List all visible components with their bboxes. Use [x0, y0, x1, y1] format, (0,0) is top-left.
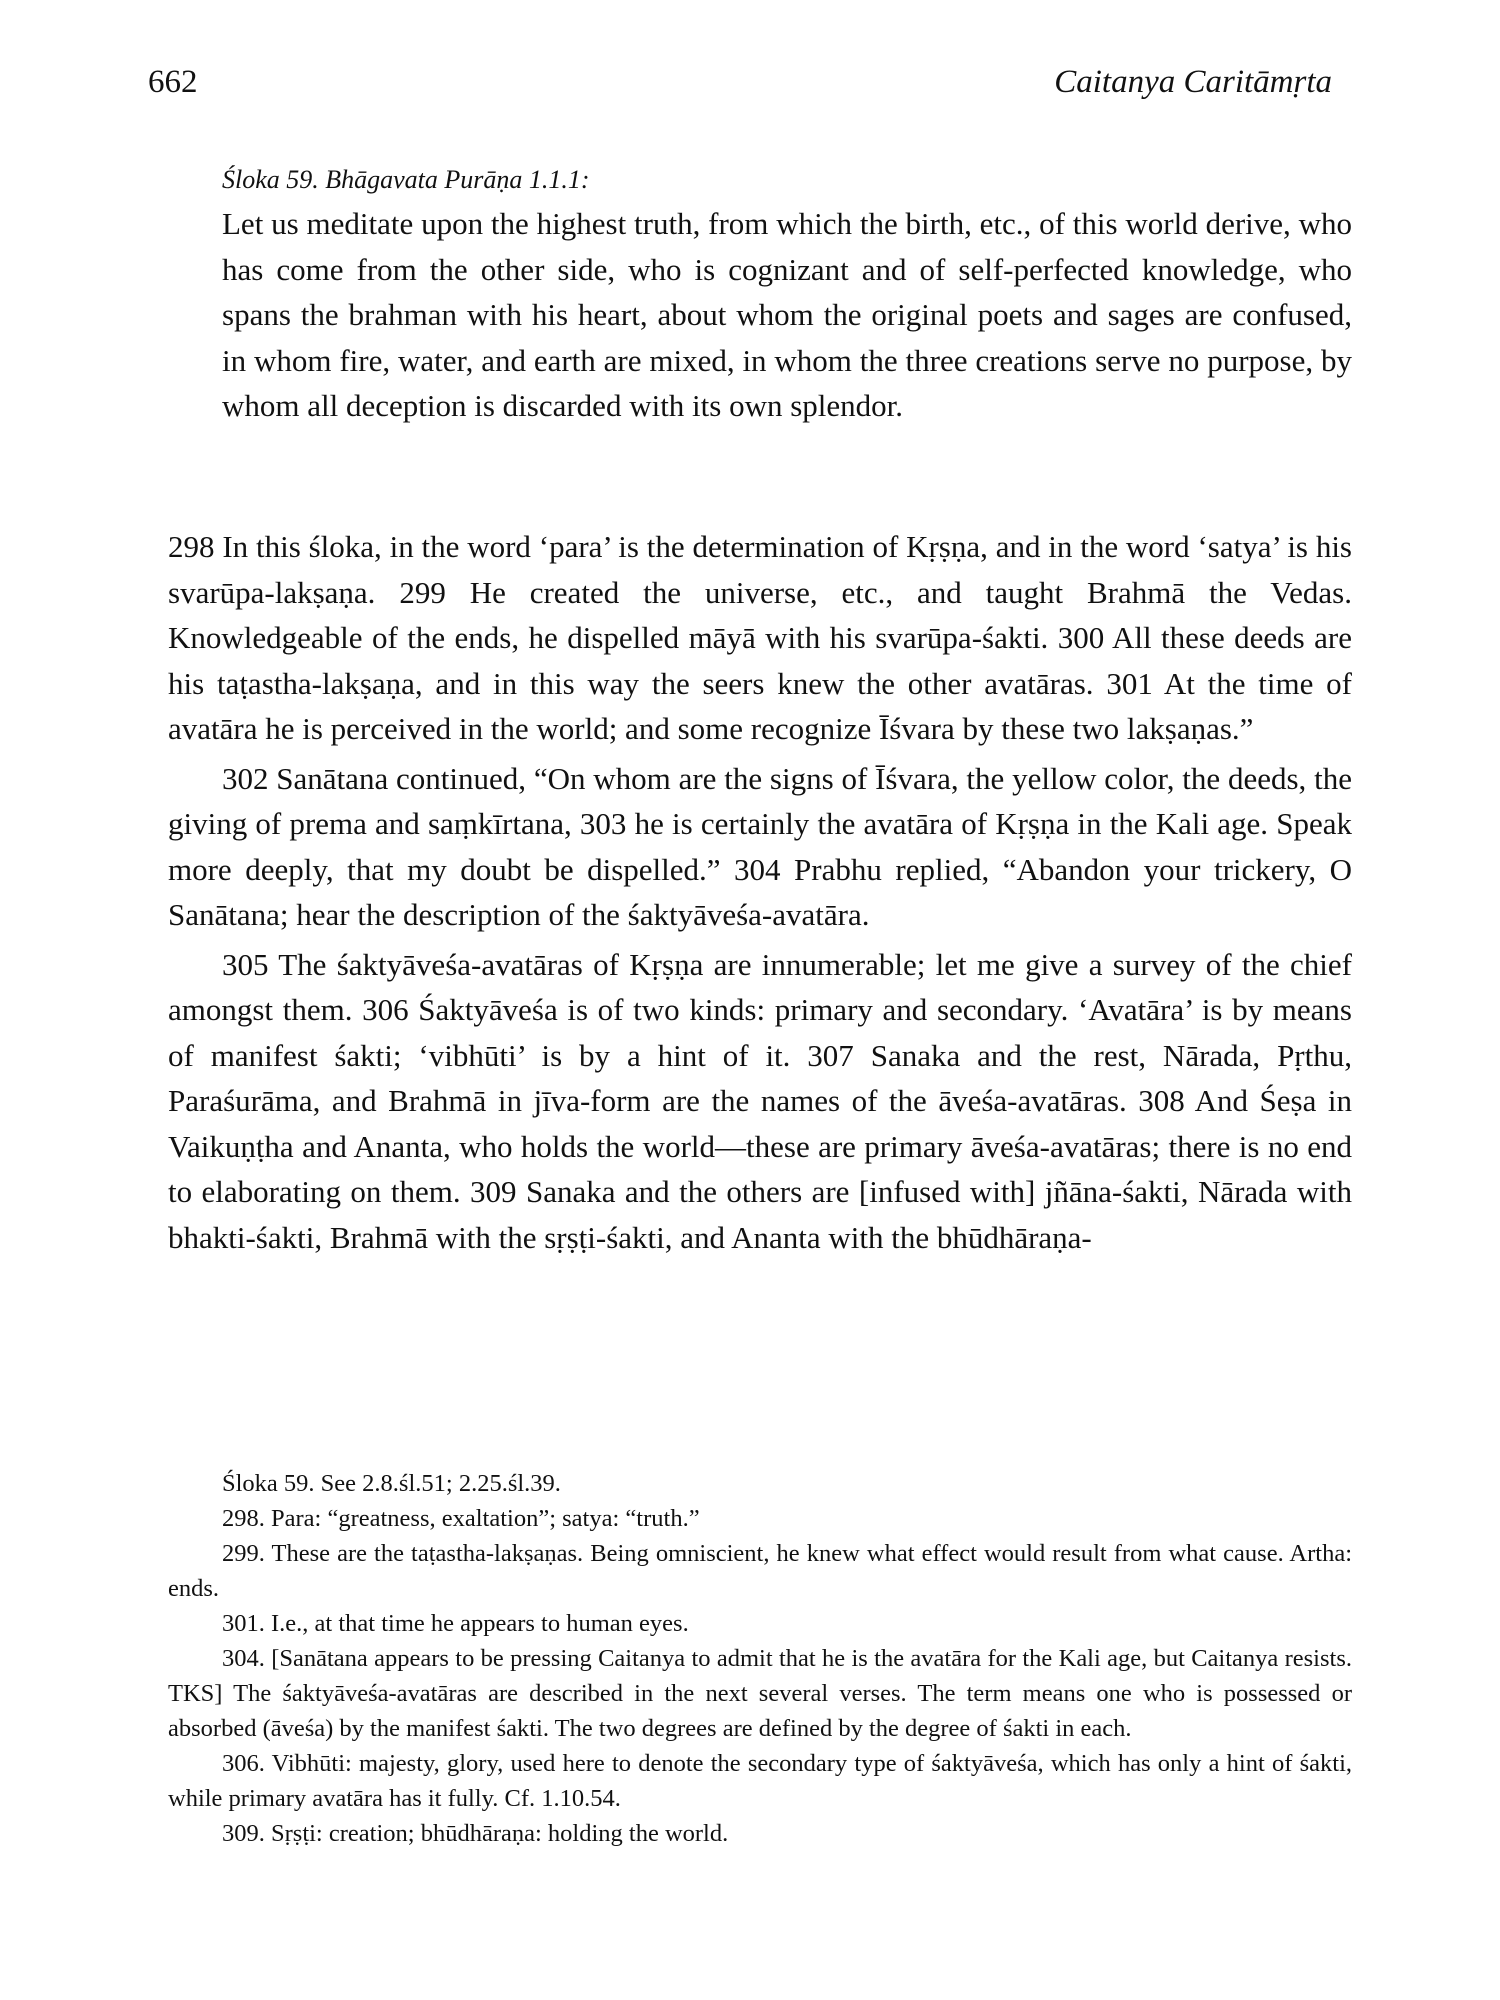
paragraph: 302 Sanātana continued, “On whom are the signs of Īśvara, the yellow color, the deeds, the giving of prema and saṃkīrtana, 303 he is certainly the avatāra of Kṛṣṇa in the Kali age. Speak more deeply, that my doubt be dispelled.” 304 Prabhu replied, “Abandon your trickery, O Sanātana; hear the description of the śaktyāveśa-avatāra.: [168, 760, 1352, 932]
footnotes: [168, 1466, 1352, 1851]
sloka-translation: Let us meditate upon the highest truth, from which the birth, etc., of this world derive, who has come from the other side, who is cognizant and of self-perfected knowledge, who spans the brahman with his heart, about whom the original poets and sages are confused, in whom fire, water, and earth are mixed, in whom the three creations serve no purpose, by whom all deception is discarded with its own splendor.: [222, 206, 1352, 423]
running-title: Caitanya Caritāmṛta: [1054, 64, 1332, 100]
paragraph: 305 The śaktyāveśa-avatāras of Kṛṣṇa are innumerable; let me give a survey of the chief amongst them. 306 Śaktyāveśa is of two kinds: primary and secondary. ‘Avatāra’ is by means of manifest śakti; ‘vibhūti’ is by a hint of it. 307 Sanaka and the rest, Nārada, Pṛthu, Paraśurāma, and Brahmā in jīva-form are the names of the āveśa-avatāras. 308 And Śeṣa in Vaikuṇṭha and Ananta, who holds the world—these are primary āveśa-avatāras; there is no end to elaborating on them. 309 Sanaka and the others are [infused with] jñāna-śakti, Nārada with bhakti-śakti, Brahmā with the sṛṣṭi-śakti, and Ananta with the bhūdhāraṇa-: [168, 946, 1352, 1255]
footnote: 299. These are the taṭastha-lakṣaṇas. Being omniscient, he knew what effect would result from what cause. Artha: ends.: [168, 1540, 1352, 1602]
footnote: 301. I.e., at that time he appears to human eyes.: [222, 1610, 689, 1637]
paragraph: 298 In this śloka, in the word ‘para’ is the determination of Kṛṣṇa, and in the word ‘satya’ is his svarūpa-lakṣaṇa. 299 He created the universe, etc., and taught Brahmā the Vedas. Knowledgeable of the ends, he dispelled māyā with his svarūpa-śakti. 300 All these deeds are his taṭastha-lakṣaṇa, and in this way the seers knew the other avatāras. 301 At the time of avatāra he is perceived in the world; and some recognize Īśvara by these two lakṣaṇas.”: [168, 529, 1352, 746]
sloka-block: [222, 165, 1352, 429]
sloka-reference: Śloka 59. Bhāgavata Purāṇa 1.1.1:: [222, 165, 590, 194]
page-number: 662: [148, 64, 198, 100]
footnote: 309. Sṛṣṭi: creation; bhūdhāraṇa: holding the world.: [222, 1820, 729, 1847]
footnote: 306. Vibhūti: majesty, glory, used here to denote the secondary type of śaktyāveśa, which has only a hint of śakti, while primary avatāra has it fully. Cf. 1.10.54.: [168, 1750, 1352, 1812]
main-text: [168, 524, 1352, 1264]
footnote: 298. Para: “greatness, exaltation”; satya: “truth.”: [222, 1505, 700, 1532]
footnote: 304. [Sanātana appears to be pressing Caitanya to admit that he is the avatāra for the Kali age, but Caitanya resists. TKS] The śaktyāveśa-avatāras are described in the next several verses. The term means one who is possessed or absorbed (āveśa) by the manifest śakti. The two degrees are defined by the degree of śakti in each.: [168, 1645, 1352, 1742]
footnote: Śloka 59. See 2.8.śl.51; 2.25.śl.39.: [222, 1470, 561, 1497]
